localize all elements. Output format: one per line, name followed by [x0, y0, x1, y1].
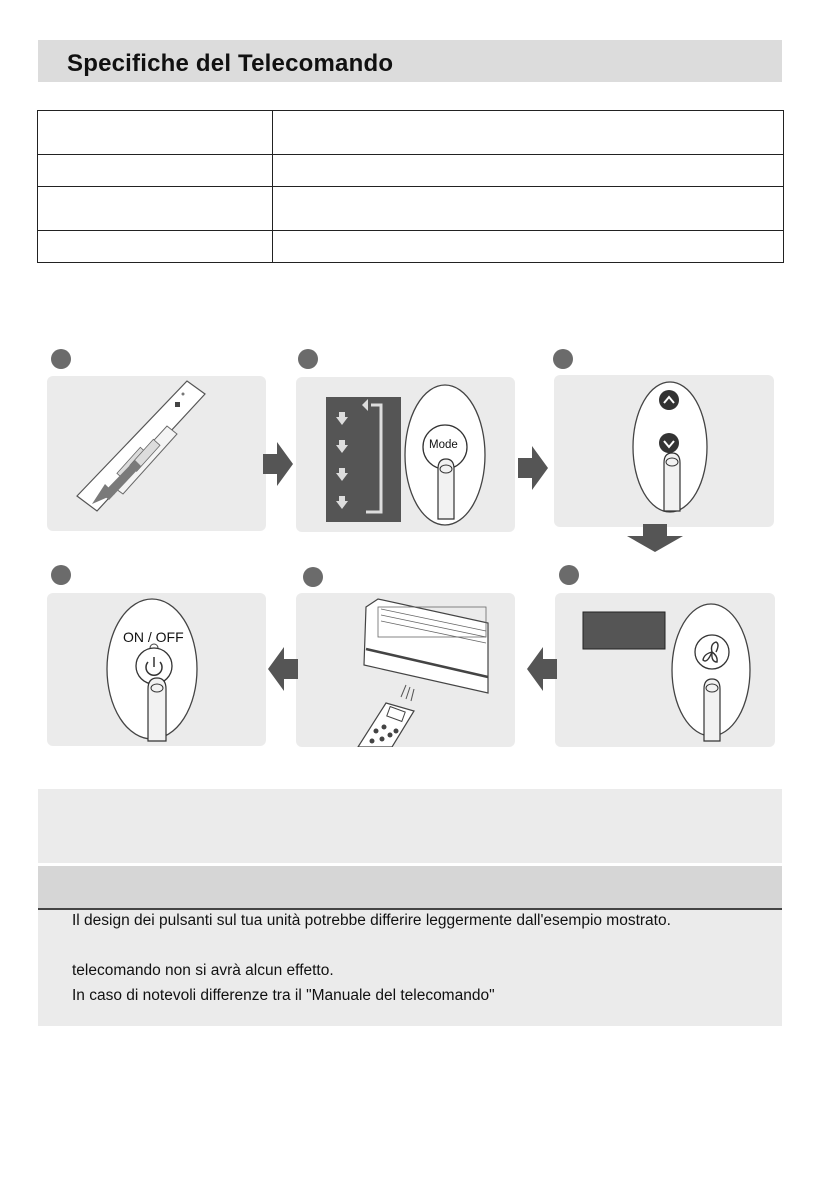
step-4-marker — [559, 565, 579, 585]
spec-label — [38, 187, 273, 231]
arrow-right-icon — [263, 442, 293, 486]
spec-value — [273, 187, 784, 231]
step-5-panel — [296, 593, 515, 747]
spec-value — [273, 155, 784, 187]
warning-line: telecomando non si avrà alcun effetto. — [72, 962, 334, 979]
battery-insert-illustration — [47, 376, 266, 531]
step-6-panel — [47, 593, 266, 746]
table-row — [38, 187, 784, 231]
note-box — [38, 789, 782, 863]
spec-value — [273, 111, 784, 155]
arrow-down-icon — [627, 524, 683, 552]
arrow-left-icon — [268, 647, 298, 691]
spec-value — [273, 231, 784, 263]
step-1-marker — [51, 349, 71, 369]
step-2-panel — [296, 377, 515, 532]
spec-label — [38, 155, 273, 187]
table-row — [38, 155, 784, 187]
arrow-left-icon — [527, 647, 557, 691]
spec-label — [38, 231, 273, 263]
warning-header — [38, 866, 782, 908]
fan-speed-illustration — [555, 593, 775, 747]
page-title: Specifiche del Telecomando — [67, 50, 394, 77]
temperature-buttons-illustration — [554, 375, 774, 527]
step-3-marker — [553, 349, 573, 369]
warning-line: In caso di notevoli differenze tra il "Manuale del telecomando" — [72, 987, 495, 1004]
power-button-illustration — [47, 593, 266, 746]
mode-cycle-illustration — [296, 377, 515, 532]
table-row — [38, 231, 784, 263]
step-2-marker — [298, 349, 318, 369]
section-header — [38, 40, 782, 82]
mode-button-label: Mode — [429, 439, 458, 451]
spec-table — [37, 110, 784, 263]
step-6-marker — [51, 565, 71, 585]
table-row — [38, 111, 784, 155]
spec-label — [38, 111, 273, 155]
aim-remote-illustration — [296, 593, 515, 747]
temp-down-icon — [659, 433, 679, 453]
arrow-right-icon — [518, 446, 548, 490]
warning-line: Il design dei pulsanti sul tua unità potrebbe differire leggermente dall'esempio mostrato. — [72, 912, 671, 929]
step-1-panel — [47, 376, 266, 531]
on-off-button-label: ON / OFF — [123, 629, 184, 645]
step-5-marker — [303, 567, 323, 587]
temp-up-icon — [659, 390, 679, 410]
step-4-panel — [555, 593, 775, 747]
step-3-panel — [554, 375, 774, 527]
